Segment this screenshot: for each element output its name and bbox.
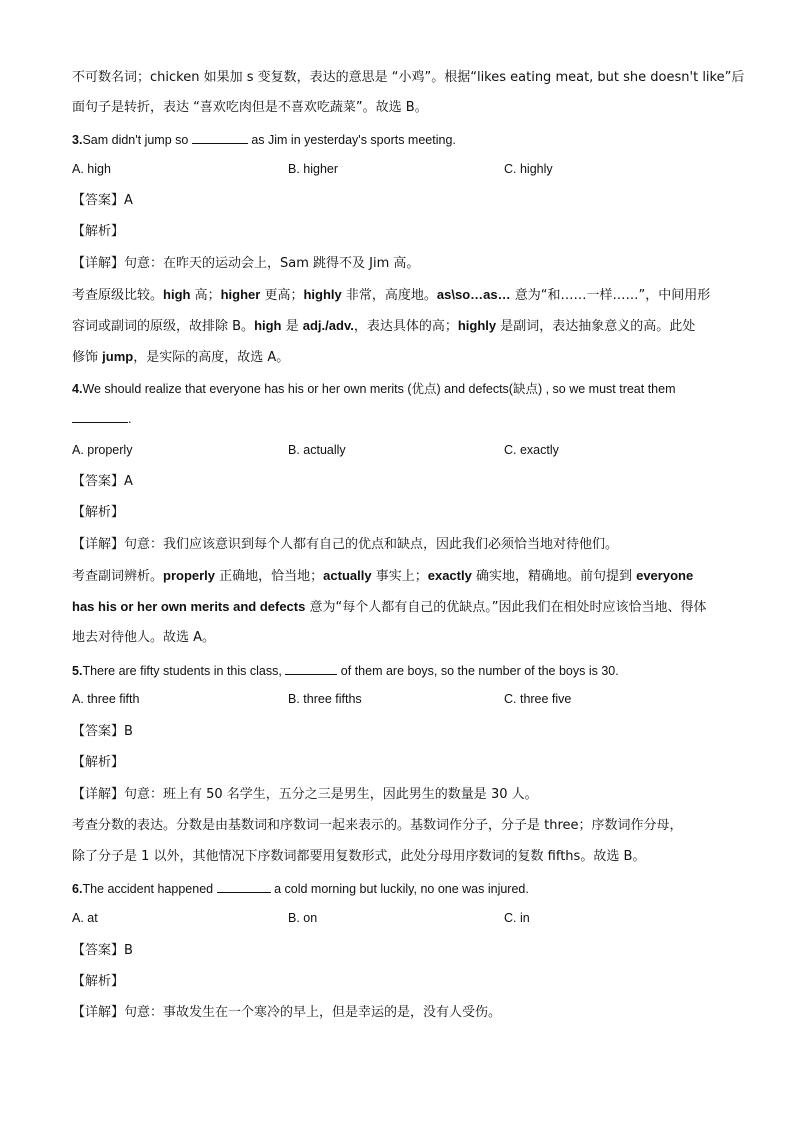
intro-line-1	[72, 68, 745, 88]
q6-stem-part-2: a cold morning but luckily, no one was injured.	[274, 882, 529, 896]
q3-exp3-a: 修饰	[72, 350, 103, 365]
q3-exp3-c: ，是实际的高度，故选 A。	[133, 350, 290, 365]
q4-exp1-h: everyone	[636, 568, 694, 583]
q3-explanation-3	[72, 347, 724, 368]
q4-exp1-e: 事实上；	[371, 569, 428, 584]
intro-line-2	[72, 98, 724, 118]
q3-explanation-2	[72, 316, 724, 337]
q3-stem-part-1: Sam didn't jump so	[82, 133, 189, 147]
q4-stem	[72, 379, 724, 399]
q6-option-c: C. in	[504, 911, 530, 925]
q4-explanation-2	[72, 597, 724, 618]
q5-answer: 【答案】B	[72, 724, 133, 739]
q3-option-a: A. high	[72, 162, 111, 176]
q4-option-a: A. properly	[72, 443, 133, 457]
q6-answer: 【答案】B	[72, 943, 133, 958]
q6-analysis-label: 【解析】	[72, 974, 125, 989]
q3-exp2-g: 是副词，表达抽象意义的高。此处	[496, 319, 696, 334]
q4-option-c: C. exactly	[504, 443, 559, 457]
q5-detail: 【详解】句意：班上有 50 名学生，五分之三是男生，因此男生的数量是 30 人。	[72, 787, 538, 802]
q3-blank	[192, 129, 248, 144]
q4-answer: 【答案】A	[72, 474, 133, 489]
q4-exp1-f: exactly	[427, 568, 472, 583]
q5-option-b: B. three fifths	[288, 692, 362, 706]
q3-explanation-1	[72, 285, 724, 306]
q4-analysis-label: 【解析】	[72, 505, 125, 520]
q4-stem-text: We should realize that everyone has his or her own merits (优点) and defects(缺点) , so we must treat them	[82, 382, 676, 396]
q6-option-a: A. at	[72, 911, 98, 925]
intro-text-1: 不可数名词；chicken 如果加 s 变复数，表达的意思是 “小鸡”。根据“likes eating meat, but she doesn't like”后	[72, 70, 745, 85]
q6-option-b: B. on	[288, 911, 318, 925]
q3-answer: 【答案】A	[72, 193, 133, 208]
q6-stem-part-1: The accident happened	[82, 882, 214, 896]
q5-explanation-1: 考查分数的表达。分数是由基数词和序数词一起来表示的。基数词作分子，分子是 three；序数词作分母，	[72, 818, 683, 833]
q3-exp2-a: 容词或副词的原级，故排除 B。	[72, 319, 255, 334]
q4-stem-end: .	[128, 412, 132, 426]
q4-exp2-a: has his or her own merits and defects	[72, 599, 306, 614]
q4-exp1-g: 确实地，精确地。前句提到	[471, 569, 637, 584]
q4-exp1-c: 正确地，恰当地；	[215, 569, 324, 584]
q3-exp1-a: 考查原级比较。	[72, 288, 164, 303]
q5-explanation-2: 除了分子是 1 以外，其他情况下序数词都要用复数形式，此处分母用序数词的复数 fifths。故选 B。	[72, 849, 646, 864]
q3-exp1-d: higher	[220, 287, 261, 302]
q3-analysis-label: 【解析】	[72, 224, 125, 239]
q5-stem	[72, 660, 724, 681]
q3-exp2-c: 是	[281, 319, 303, 334]
q3-stem	[72, 129, 724, 150]
q5-blank	[285, 660, 337, 675]
q4-detail: 【详解】句意：我们应该意识到每个人都有自己的优点和缺点，因此我们必须恰当地对待他们。	[72, 537, 619, 552]
q3-option-c: C. highly	[504, 162, 553, 176]
q5-stem-part-1: There are fifty students in this class,	[82, 664, 282, 678]
q3-exp2-b: high	[254, 318, 282, 333]
q3-exp1-f: highly	[303, 287, 342, 302]
q4-exp1-a: 考查副词辨析。	[72, 569, 164, 584]
q4-explanation-1	[72, 566, 724, 587]
q3-exp2-e: ，表达具体的高；	[353, 319, 458, 334]
q3-exp2-d: adj./adv.	[302, 318, 354, 333]
q4-blank	[72, 408, 128, 423]
q4-number: 4.	[72, 382, 83, 396]
q3-exp3-b: jump	[102, 349, 134, 364]
q6-detail: 【详解】句意：事故发生在一个寒冷的早上，但是幸运的是，没有人受伤。	[72, 1005, 502, 1020]
q3-detail: 【详解】句意：在昨天的运动会上，Sam 跳得不及 Jim 高。	[72, 256, 420, 271]
q4-option-b: B. actually	[288, 443, 346, 457]
q3-exp2-f: highly	[457, 318, 497, 333]
q6-blank	[217, 878, 271, 893]
intro-text-2: 面句子是转折，表达 “喜欢吃肉但是不喜欢吃蔬菜”。故选 B。	[72, 100, 428, 115]
q4-exp1-d: actually	[323, 568, 372, 583]
q6-stem	[72, 878, 724, 899]
q3-option-b: B. higher	[288, 162, 339, 176]
q5-option-c: C. three five	[504, 692, 572, 706]
q3-exp1-h: as\so…as…	[436, 287, 511, 302]
q5-number: 5.	[72, 664, 83, 678]
q3-exp1-b: high	[163, 287, 191, 302]
q3-stem-part-2: as Jim in yesterday's sports meeting.	[251, 133, 456, 147]
q4-stem-line-2	[72, 408, 724, 429]
q4-explanation-3: 地去对待他人。故选 A。	[72, 630, 216, 645]
q4-exp1-b: properly	[163, 568, 216, 583]
q3-exp1-g: 非常，高度地。	[341, 288, 437, 303]
q5-stem-part-2: of them are boys, so the number of the boys is 30.	[340, 664, 619, 678]
q4-exp2-b: 意为“每个人都有自己的优缺点。”因此我们在相处时应该恰当地、得体	[305, 600, 707, 615]
q3-exp1-c: 高；	[190, 288, 221, 303]
q5-analysis-label: 【解析】	[72, 755, 125, 770]
q3-exp1-i: 意为“和……一样……”，中间用形	[510, 288, 711, 303]
q5-option-a: A. three fifth	[72, 692, 140, 706]
q3-exp1-e: 更高；	[260, 288, 304, 303]
q3-number: 3.	[72, 133, 83, 147]
q6-number: 6.	[72, 882, 83, 896]
